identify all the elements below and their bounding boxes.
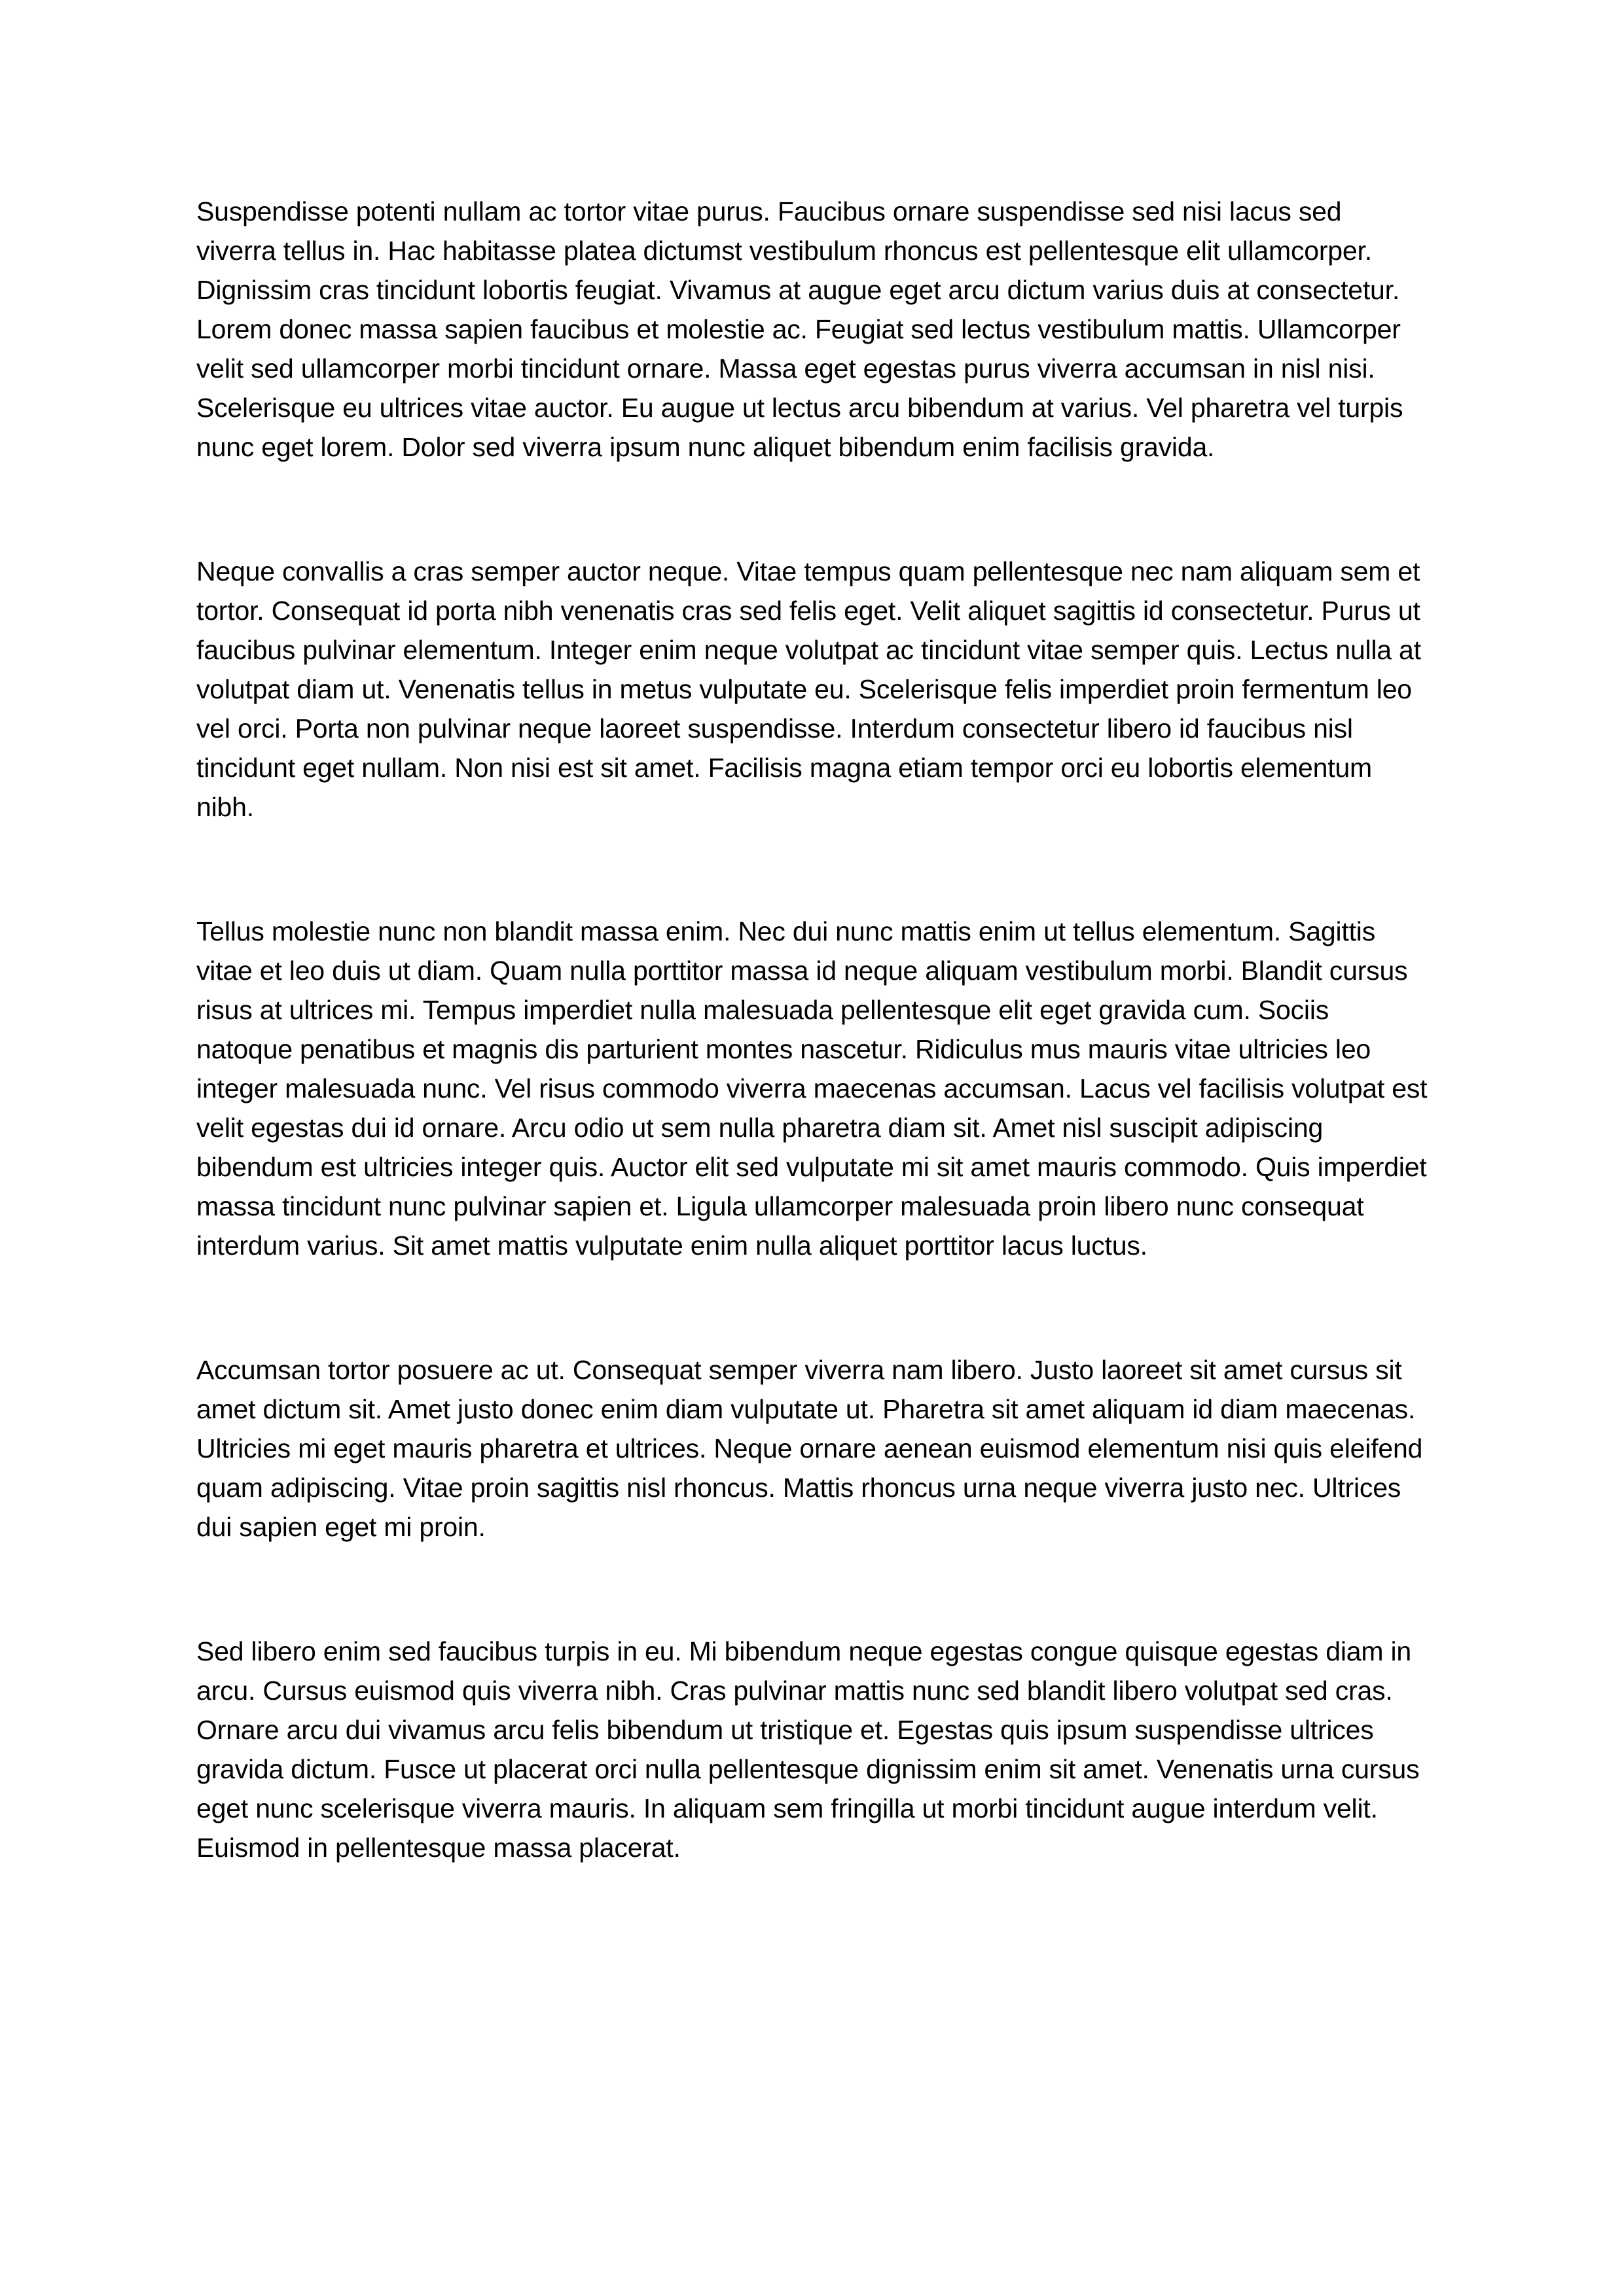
document-text-content: [196, 192, 1428, 1867]
paragraph-1: Suspendisse potenti nullam ac tortor vitae purus. Faucibus ornare suspendisse sed nisi lacus sed viverra tellus in. Hac habitasse platea dictumst vestibulum rhoncus est pellentesque elit ullamcorper. Dignissim cras tincidunt lobortis feugiat. Vivamus at augue eget arcu dictum varius duis at consectetur. Lorem donec massa sapien faucibus et molestie ac. Feugiat sed lectus vestibulum mattis. Ullamcorper velit sed ullamcorper morbi tincidunt ornare. Massa eget egestas purus viverra accumsan in nisl nisi. Scelerisque eu ultrices vitae auctor. Eu augue ut lectus arcu bibendum at varius. Vel pharetra vel turpis nunc eget lorem. Dolor sed viverra ipsum nunc aliquet bibendum enim facilisis gravida.: [196, 196, 1403, 462]
paragraph-2: Neque convallis a cras semper auctor neque. Vitae tempus quam pellentesque nec nam aliquam sem et tortor. Consequat id porta nibh venenatis cras sed felis eget. Velit aliquet sagittis id consectetur. Purus ut faucibus pulvinar elementum. Integer enim neque volutpat ac tincidunt vitae semper quis. Lectus nulla at volutpat diam ut. Venenatis tellus in metus vulputate eu. Scelerisque felis imperdiet proin fermentum leo vel orci. Porta non pulvinar neque laoreet suspendisse. Interdum consectetur libero id faucibus nisl tincidunt eget nullam. Non nisi est sit amet. Facilisis magna etiam tempor orci eu lobortis elementum nibh.: [196, 556, 1421, 822]
paragraph-3: Tellus molestie nunc non blandit massa enim. Nec dui nunc mattis enim ut tellus elementum. Sagittis vitae et leo duis ut diam. Quam nulla porttitor massa id neque aliquam vestibulum morbi. Blandit cursus risus at ultrices mi. Tempus imperdiet nulla malesuada pellentesque elit eget gravida cum. Sociis natoque penatibus et magnis dis parturient montes nascetur. Ridiculus mus mauris vitae ultricies leo integer malesuada nunc. Vel risus commodo viverra maecenas accumsan. Lacus vel facilisis volutpat est velit egestas dui id ornare. Arcu odio ut sem nulla pharetra diam sit. Amet nisl suscipit adipiscing bibendum est ultricies integer quis. Auctor elit sed vulputate mi sit amet mauris commodo. Quis imperdiet massa tincidunt nunc pulvinar sapien et. Ligula ullamcorper malesuada proin libero nunc consequat interdum varius. Sit amet mattis vulputate enim nulla aliquet porttitor lacus luctus.: [196, 916, 1428, 1261]
paragraph-4: Accumsan tortor posuere ac ut. Consequat semper viverra nam libero. Justo laoreet sit amet cursus sit amet dictum sit. Amet justo donec enim diam vulputate ut. Pharetra sit amet aliquam id diam maecenas. Ultricies mi eget mauris pharetra et ultrices. Neque ornare aenean euismod elementum nisi quis eleifend quam adipiscing. Vitae proin sagittis nisl rhoncus. Mattis rhoncus urna neque viverra justo nec. Ultrices dui sapien eget mi proin.: [196, 1355, 1423, 1542]
paragraph-5: Sed libero enim sed faucibus turpis in eu. Mi bibendum neque egestas congue quisque egestas diam in arcu. Cursus euismod quis viverra nibh. Cras pulvinar mattis nunc sed blandit libero volutpat sed cras. Ornare arcu dui vivamus arcu felis bibendum ut tristique et. Egestas quis ipsum suspendisse ultrices gravida dictum. Fusce ut placerat orci nulla pellentesque dignissim enim sit amet. Venenatis urna cursus eget nunc scelerisque viverra mauris. In aliquam sem fringilla ut morbi tincidunt augue interdum velit. Euismod in pellentesque massa placerat.: [196, 1636, 1420, 1863]
